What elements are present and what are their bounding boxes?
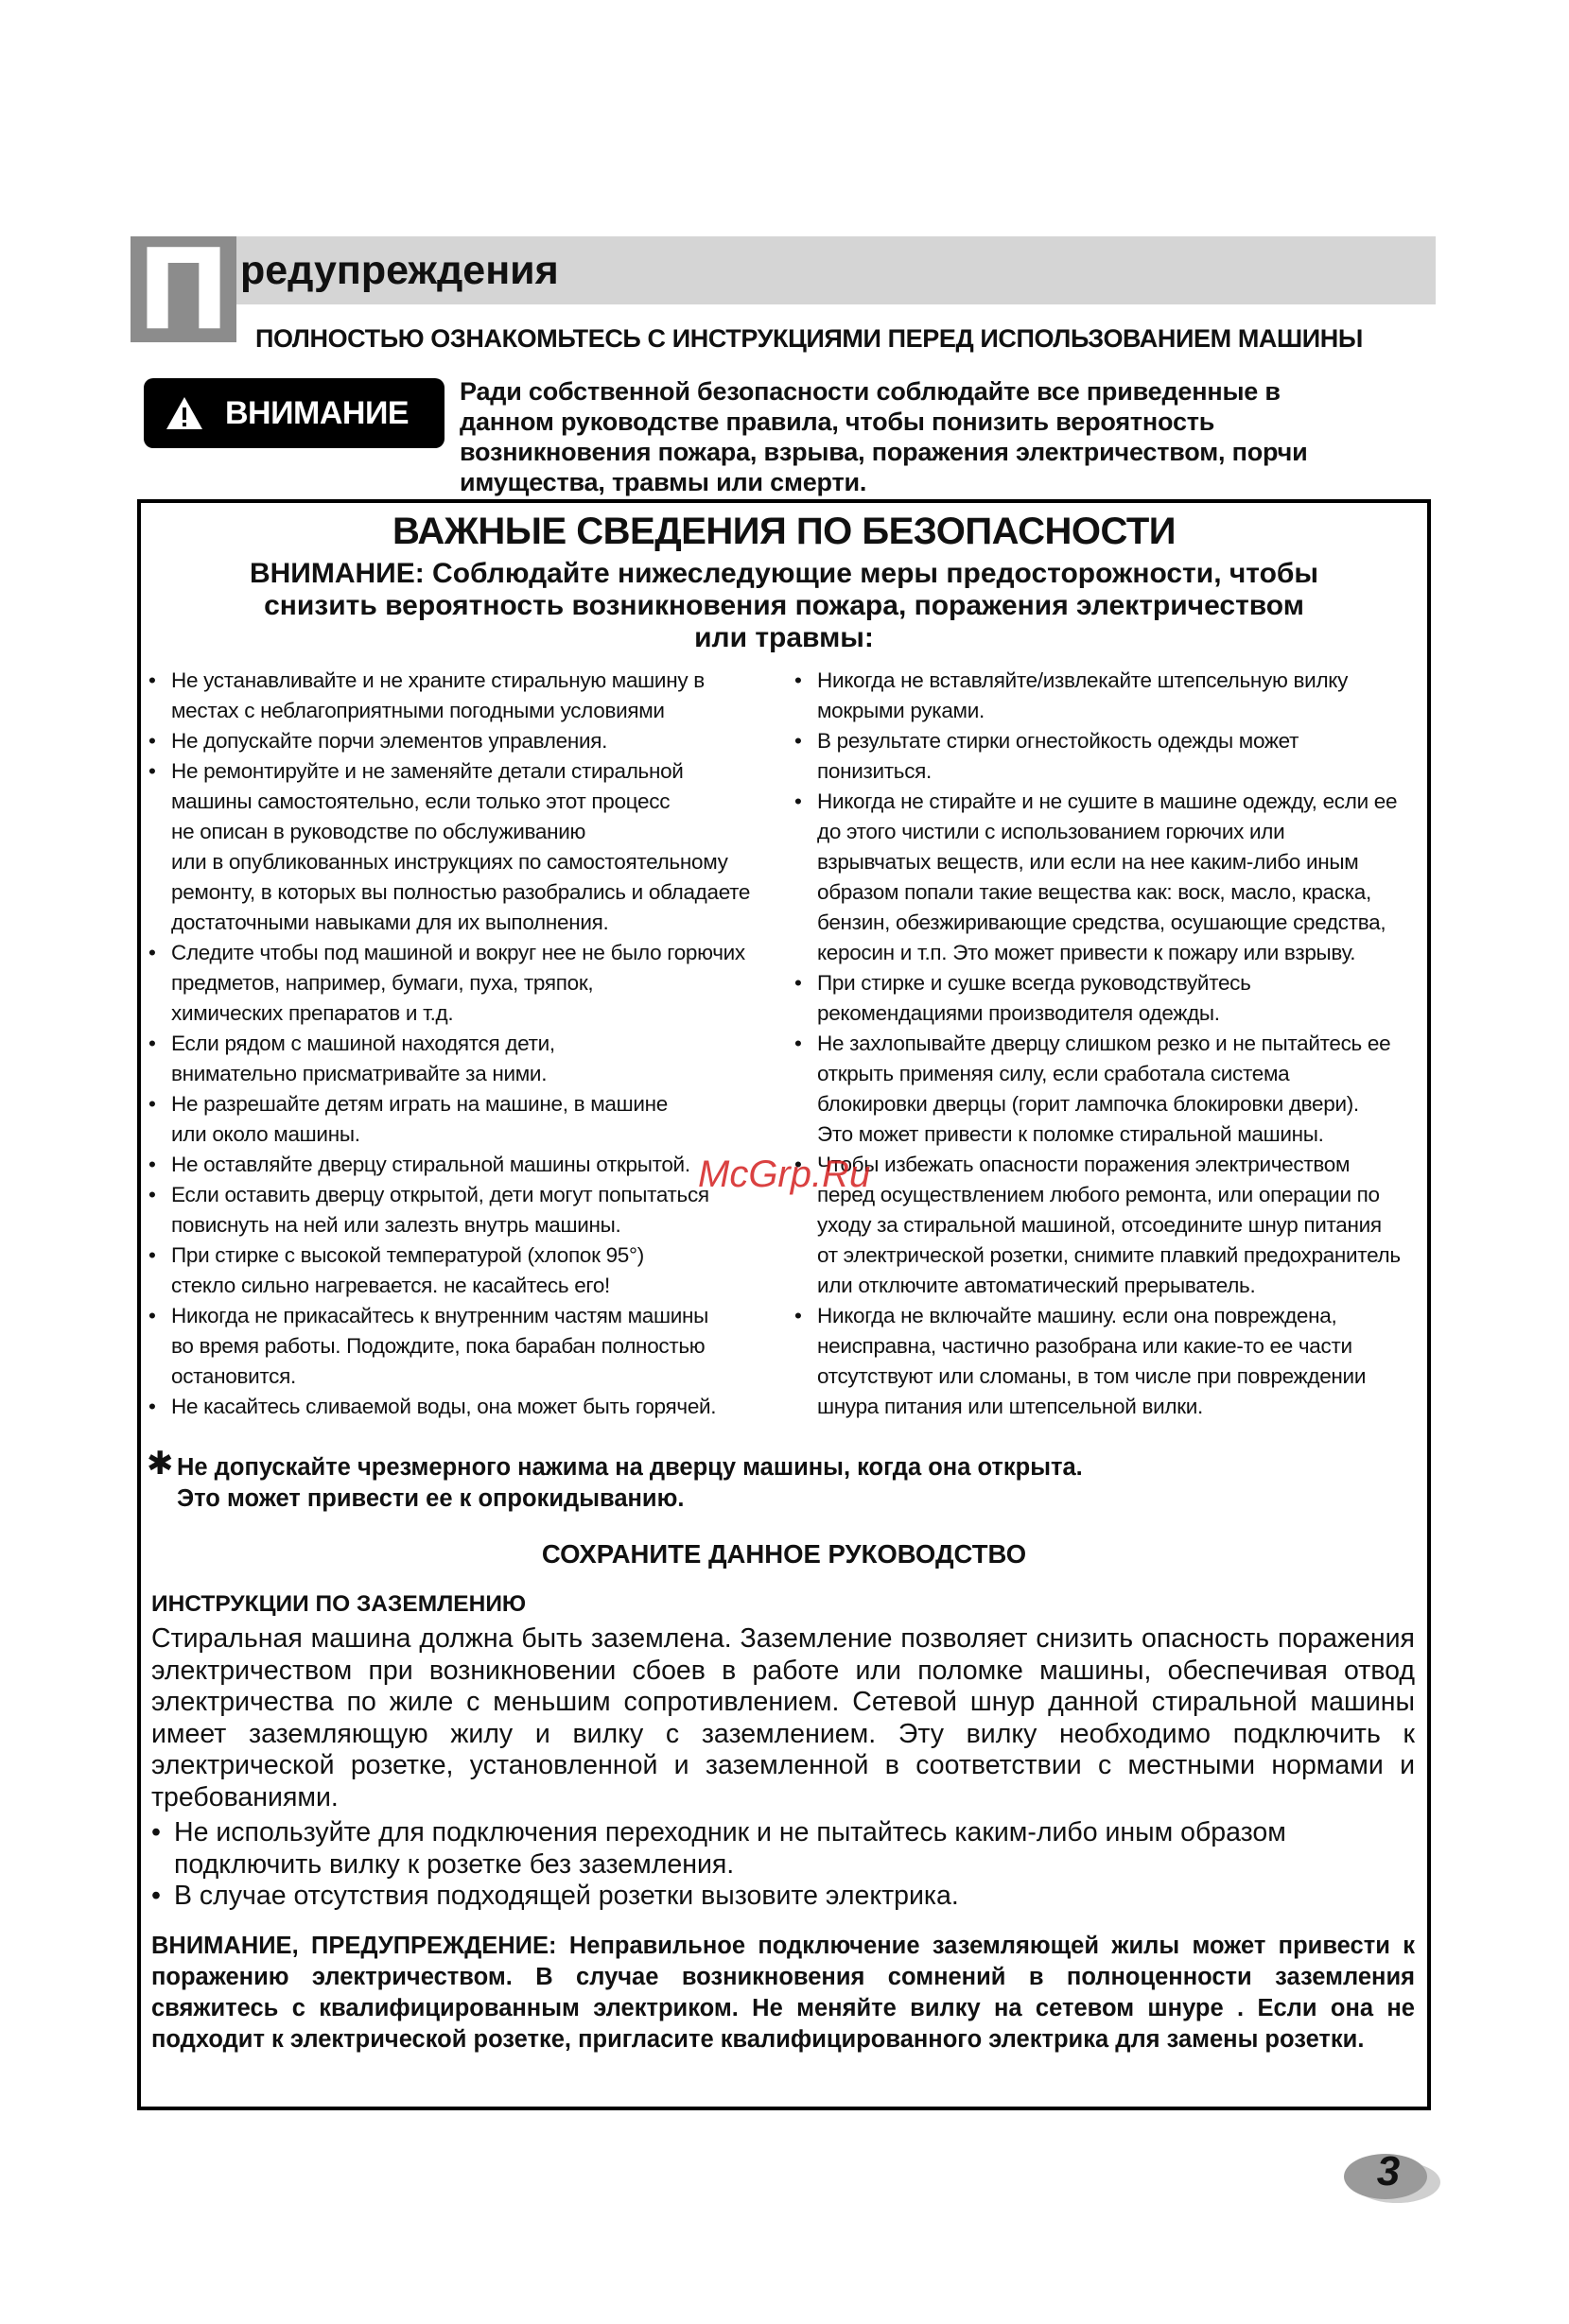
warning-badge xyxy=(144,378,445,448)
list-item-line: неисправна, частично разобрана или какие-то ее части xyxy=(817,1334,1352,1358)
list-item xyxy=(794,1150,1423,1301)
grounding-warning: ВНИМАНИЕ, ПРЕДУПРЕЖДЕНИЕ: Неправильное подключение заземляющей жилы может привести к поражению электричеством. В случае возникновения сомнений в полноценности заземления свяжитесь с квалифицированным электриком. Не меняйте вилку на сетевом шнуре . Если она не подходит к электрической розетке, пригласите квалифицированного электрика для замены розетки. xyxy=(151,1933,1415,2053)
warning-line: возникновения пожара, взрыва, поражения электричеством, порчи xyxy=(460,438,1308,466)
note-line: Не допускайте чрезмерного нажима на дверцу машины, когда она открыта. xyxy=(177,1454,1083,1481)
list-item xyxy=(151,1817,1415,1881)
list-item-line: стекло сильно нагревается. не касайтесь его! xyxy=(171,1274,611,1297)
door-pressure-text xyxy=(177,1452,1083,1515)
list-item xyxy=(794,787,1423,968)
warning-line: Ради собственной безопасности соблюдайте все приведенные в xyxy=(460,377,1281,406)
safety-subtitle-line: ВНИМАНИЕ: Соблюдайте нижеследующие меры предосторожности, чтобы xyxy=(249,558,1319,589)
list-item xyxy=(148,1089,782,1150)
list-item xyxy=(148,756,782,938)
list-item-line: • Чтобы избежать опасности поражения электричеством xyxy=(817,1153,1351,1176)
list-item xyxy=(148,1392,782,1422)
header-initial-letter: П xyxy=(136,224,231,355)
page-title: редупреждения xyxy=(240,248,559,293)
list-item-line: или в опубликованных инструкциях по самостоятельному xyxy=(171,850,728,874)
list-item-line: отсутствуют или сломаны, в том числе при повреждении xyxy=(817,1364,1367,1388)
note-line: Это может привести ее к опрокидыванию. xyxy=(177,1485,685,1512)
list-item xyxy=(148,1150,782,1180)
list-item xyxy=(148,1029,782,1089)
list-item xyxy=(794,726,1423,787)
list-item-line: понизиться. xyxy=(817,759,932,783)
list-item xyxy=(794,666,1423,726)
safety-subtitle-line: снизить вероятность возникновения пожара, поражения электричеством xyxy=(264,590,1304,621)
safety-subtitle xyxy=(189,558,1379,654)
list-item-line: мокрыми руками. xyxy=(817,699,985,722)
list-item-line: не описан в руководстве по обслуживанию xyxy=(171,820,586,843)
asterisk-icon: ✱ xyxy=(147,1446,174,1482)
list-item xyxy=(148,1180,782,1240)
list-item-line: • Не оставляйте дверцу стиральной машины открытой. xyxy=(171,1153,690,1176)
list-item xyxy=(151,1881,1415,1913)
safety-title: ВАЖНЫЕ СВЕДЕНИЯ ПО БЕЗОПАСНОСТИ xyxy=(392,511,1177,552)
page-number: 3 xyxy=(1376,2148,1401,2194)
list-item xyxy=(148,726,782,756)
list-item-line: • При стирке с высокой температурой (хлопок 95°) xyxy=(171,1243,644,1267)
list-item-line: перед осуществлением любого ремонта, или операции по xyxy=(817,1183,1380,1206)
list-item-line: ремонту, в которых вы полностью разобрались и обладаете xyxy=(171,880,751,904)
warning-text xyxy=(460,376,1424,497)
list-item-line: остановится. xyxy=(171,1364,296,1388)
list-item xyxy=(794,968,1423,1029)
list-item-line: • Не касайтесь сливаемой воды, она может быть горячей. xyxy=(171,1395,717,1418)
list-item-line: бензин, обезжиривающие средства, осушающие средства, xyxy=(817,911,1386,934)
grounding-list xyxy=(151,1817,1415,1913)
list-item-line: образом попали такие вещества как: воск, масло, краска, xyxy=(817,880,1371,904)
page-subtitle: ПОЛНОСТЬЮ ОЗНАКОМЬТЕСЬ С ИНСТРУКЦИЯМИ ПЕРЕД ИСПОЛЬЗОВАНИЕМ МАШИНЫ xyxy=(255,324,1363,353)
list-item-line: керосин и т.п. Это может привести к пожару или взрыву. xyxy=(817,941,1356,964)
list-item-line: • В результате стирки огнестойкость одежды может xyxy=(817,729,1299,753)
list-item-line: предметов, например, бумаги, пуха, тряпок, xyxy=(171,971,594,995)
safety-subtitle-line: или травмы: xyxy=(694,622,874,653)
list-item-line: • Если оставить дверцу открытой, дети могут попытаться xyxy=(171,1183,709,1206)
list-item-line: уходу за стиральной машиной, отсоедините шнур питания xyxy=(817,1213,1382,1237)
list-item-line: • Никогда не прикасайтесь к внутренним частям машины xyxy=(171,1304,709,1327)
list-item-line: • Не устанавливайте и не храните стиральную машину в xyxy=(171,668,705,692)
warning-line: данном руководстве правила, чтобы понизить вероятность xyxy=(460,408,1215,436)
list-item-line: • При стирке и сушке всегда руководствуйтесь xyxy=(817,971,1251,995)
list-item xyxy=(148,666,782,726)
warning-line: имущества, травмы или смерти. xyxy=(460,468,867,496)
list-item-line: повиснуть на ней или залезть внутрь машины. xyxy=(171,1213,621,1237)
list-item-line: • Никогда не вставляйте/извлекайте штепсельную вилку xyxy=(817,668,1349,692)
list-item-line: взрывчатых веществ, или если на нее каким-либо иным xyxy=(817,850,1359,874)
list-item xyxy=(148,1240,782,1301)
list-item-line: • Если рядом с машиной находятся дети, xyxy=(171,1032,555,1055)
list-item-line: химических препаратов и т.д. xyxy=(171,1001,454,1025)
list-item-line: • Не захлопывайте дверцу слишком резко и не пытайтесь ее xyxy=(817,1032,1391,1055)
list-item-line: от электрической розетки, снимите плавкий предохранитель xyxy=(817,1243,1401,1267)
safety-list-right xyxy=(794,666,1423,1422)
warning-badge-label: ВНИМАНИЕ xyxy=(225,394,410,431)
list-item-line: или около машины. xyxy=(171,1122,360,1146)
list-item-line: подключить вилку к розетке без заземления. xyxy=(174,1848,735,1880)
list-item-line: во время работы. Подождите, пока барабан полностью xyxy=(171,1334,706,1358)
grounding-heading: ИНСТРУКЦИИ ПО ЗАЗЕМЛЕНИЮ xyxy=(151,1591,527,1617)
list-item-line: до этого чистили с использованием горючих или xyxy=(817,820,1285,843)
list-item-line: шнура питания или штепсельной вилки. xyxy=(817,1395,1203,1418)
list-item-line: открыть применяя силу, если сработала система xyxy=(817,1062,1290,1085)
list-item-line: • Следите чтобы под машиной и вокруг нее не было горючих xyxy=(171,941,745,964)
list-item xyxy=(148,938,782,1029)
list-item-line: блокировки дверцы (горит лампочка блокировки двери). xyxy=(817,1092,1359,1116)
list-item-line: достаточными навыками для их выполнения. xyxy=(171,911,609,934)
safety-list-left xyxy=(148,666,782,1422)
save-manual-heading: СОХРАНИТЕ ДАННОЕ РУКОВОДСТВО xyxy=(541,1539,1027,1569)
list-item-line: местах с неблагоприятными погодными условиями xyxy=(171,699,665,722)
warning-triangle-icon xyxy=(165,395,204,431)
list-item xyxy=(148,1301,782,1392)
list-item xyxy=(794,1029,1423,1150)
list-item-line: • Не используйте для подключения переходник и не пытайтесь каким-либо иным образом xyxy=(174,1817,1286,1847)
list-item-line: • Никогда не стирайте и не сушите в машине одежду, если ее xyxy=(817,789,1398,813)
list-item-line: или отключите автоматический прерыватель. xyxy=(817,1274,1256,1297)
list-item-line: машины самостоятельно, если только этот процесс xyxy=(171,789,671,813)
grounding-paragraph: Стиральная машина должна быть заземлена. Заземление позволяет снизить опасность поражения электричеством при возникновении сбоев в работе или поломке машины, обеспечивая отвод электричества по жиле с меньшим сопротивлением. Сетевой шнур данной стиральной машины имеет заземляющую жилу и вилку с заземлением. Эту вилку необходимо подключить к электрической розетке, установленной и заземленной в соответствии с местными нормами и требованиями. xyxy=(151,1623,1415,1812)
list-item-line: рекомендациями производителя одежды. xyxy=(817,1001,1220,1025)
list-item-line: • Не ремонтируйте и не заменяйте детали стиральной xyxy=(171,759,684,783)
list-item-line: • Никогда не включайте машину. если она повреждена, xyxy=(817,1304,1337,1327)
list-item xyxy=(794,1301,1423,1422)
list-item-line: внимательно присматривайте за ними. xyxy=(171,1062,548,1085)
list-item-line: • Не разрешайте детям играть на машине, в машине xyxy=(171,1092,668,1116)
list-item-line: Это может привести к поломке стиральной машины. xyxy=(817,1122,1324,1146)
watermark: McGrp.Ru xyxy=(698,1153,871,1195)
list-item-line: • Не допускайте порчи элементов управления. xyxy=(171,729,608,753)
list-item-line: • В случае отсутствия подходящей розетки вызовите электрика. xyxy=(174,1881,959,1911)
